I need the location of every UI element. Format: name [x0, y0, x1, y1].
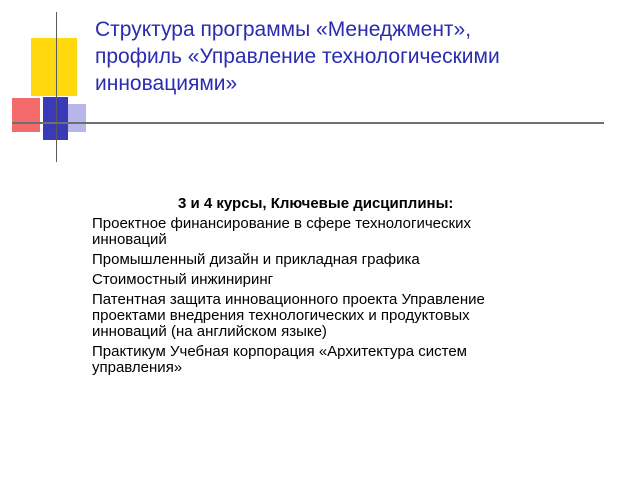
- decor-yellow-square: [31, 38, 77, 96]
- list-item-line: инноваций: [92, 231, 167, 248]
- list-item-line: Практикум Учебная корпорация «Архитектура систем: [92, 343, 467, 360]
- title-line: Структура программы «Менеджмент»,: [95, 18, 472, 41]
- title-line: профиль «Управление технологическими: [95, 45, 500, 68]
- decor-red-square: [12, 98, 40, 132]
- list-item: [92, 292, 612, 340]
- list-item: [92, 272, 612, 288]
- section-subheading: 3 и 4 курсы, Ключевые дисциплины:: [178, 195, 454, 212]
- list-item-line: управления»: [92, 359, 183, 376]
- slide-body: [92, 196, 612, 380]
- list-item: [92, 344, 612, 376]
- list-item-line: Проектное финансирование в сфере технологических: [92, 215, 471, 232]
- list-item: [92, 216, 612, 248]
- list-item-line: Стоимостный инжиниринг: [92, 271, 274, 288]
- list-item: [92, 252, 612, 268]
- list-item-line: Промышленный дизайн и прикладная графика: [92, 251, 420, 268]
- list-item-line: Патентная защита инновационного проекта Управление: [92, 291, 485, 308]
- slide-title: [95, 16, 615, 97]
- list-item-line: проектами внедрения технологических и продуктовых: [92, 307, 470, 324]
- title-divider: [12, 122, 604, 124]
- decor-vertical-line: [56, 12, 57, 162]
- title-line: инновациями»: [95, 72, 238, 95]
- list-item-line: инноваций (на английском языке): [92, 323, 327, 340]
